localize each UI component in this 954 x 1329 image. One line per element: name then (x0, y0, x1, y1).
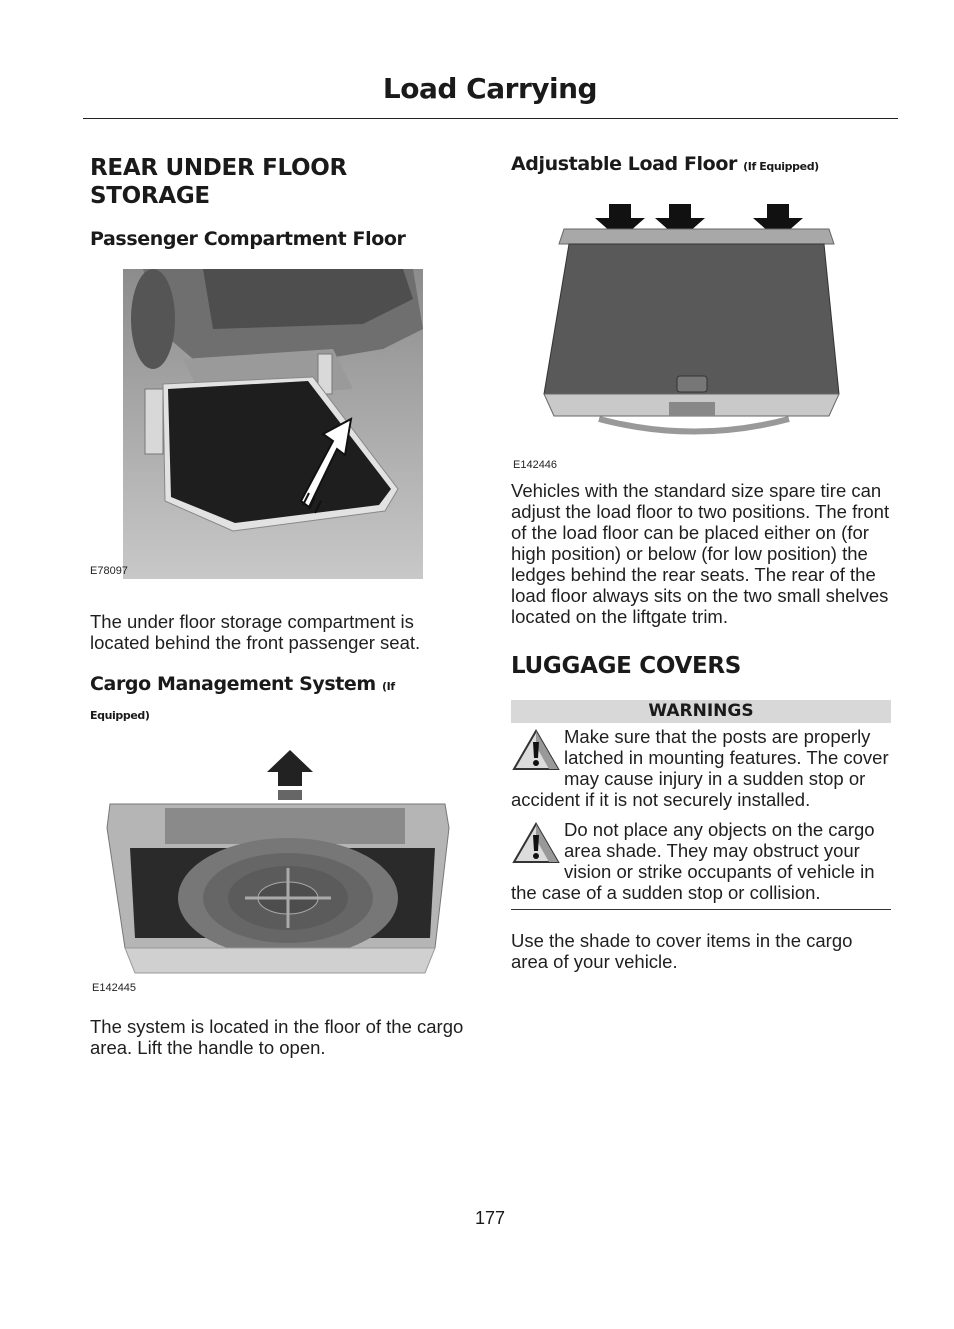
figure-label-e142446: E142446 (513, 459, 558, 471)
subsection-title-passenger-compartment-floor: Passenger Compartment Floor (90, 228, 406, 250)
cargo-management-title-text: Cargo Management System (90, 673, 376, 695)
warning-triangle-icon (511, 821, 561, 865)
warnings-divider (511, 909, 891, 910)
adjustable-load-floor-suffix: (If Equipped) (743, 160, 819, 173)
warning-item-cargo-shade (511, 819, 893, 903)
left-column (90, 154, 465, 1058)
warning-text-posts: Make sure that the posts are properly latched in mounting features. The cover may cause injury in a sudden stop or accident if it is not securely installed. (511, 726, 889, 810)
page-title: Load Carrying (382, 72, 598, 105)
warning-item-posts (511, 726, 893, 810)
paragraph-adjustable-load-floor: Vehicles with the standard size spare tire can adjust the load floor to two positions. The front of the load floor can be placed either on (for high position) or below (for low position) the ledges behind the rear seats. The rear of the load floor always sits on the two small shelves located on the liftgate trim. (511, 480, 890, 627)
subsection-title-cargo-management (90, 671, 465, 726)
section-title-luggage-covers: LUGGAGE COVERS (511, 653, 742, 679)
paragraph-cargo-system-location: The system is located in the floor of the cargo area. Lift the handle to open. (90, 1016, 464, 1058)
warning-text-cargo-shade: Do not place any objects on the cargo area shade. They may obstruct your vision or strike occupants of vehicle in the case of a sudden stop or collision. (511, 819, 875, 903)
warnings-header: WARNINGS (511, 700, 891, 723)
paragraph-under-floor-location: The under floor storage compartment is located behind the front passenger seat. (90, 611, 421, 653)
cargo-management-illustration (105, 748, 450, 978)
warning-triangle-icon (511, 728, 561, 772)
figure-adjustable-load-floor (511, 204, 893, 476)
paragraph-use-shade: Use the shade to cover items in the cargo area of your vehicle. (511, 930, 853, 972)
title-divider (83, 118, 898, 119)
section-title-rear-under-floor-storage: REAR UNDER FLOOR STORAGE (90, 155, 347, 209)
figure-passenger-floor (90, 269, 465, 597)
right-column (511, 152, 893, 972)
figure-cargo-management (90, 748, 465, 1000)
cargo-management-suffix-a: (If (382, 680, 395, 693)
load-floor-illustration (539, 204, 849, 444)
figure-label-e142445: E142445 (92, 982, 137, 994)
figure-label-e78097: E78097 (90, 565, 128, 577)
adjustable-load-floor-title-text: Adjustable Load Floor (511, 153, 737, 175)
passenger-floor-illustration (123, 269, 423, 579)
cargo-management-suffix-b: Equipped) (90, 709, 150, 722)
page-number: 177 (474, 1208, 506, 1228)
subsection-title-adjustable-load-floor (511, 152, 893, 179)
